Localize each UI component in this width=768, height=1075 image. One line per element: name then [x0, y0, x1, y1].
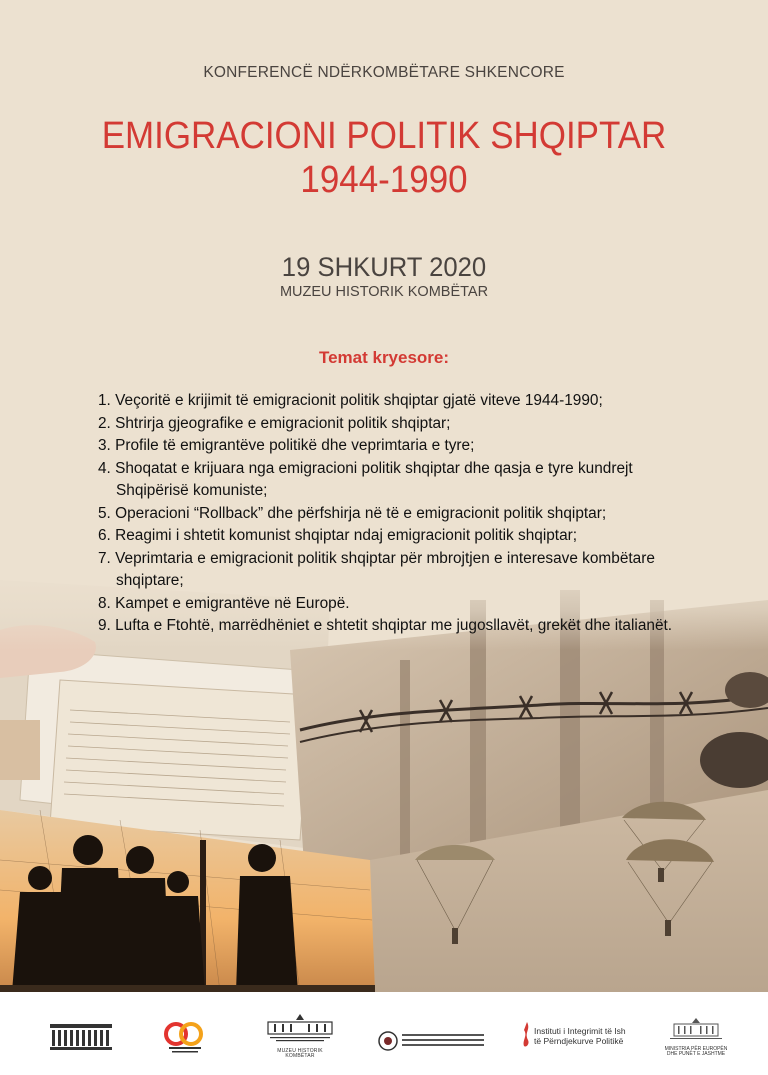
theme-item: 7. Veprimtaria e emigracionit politik shqiptar për mbrojtjen e interesave kombëtare shqiptare; — [98, 549, 655, 589]
archive-authority-logo — [48, 1022, 114, 1057]
themes-list — [98, 390, 698, 638]
poster-title-years: 1944-1990 — [300, 159, 468, 201]
ministry-name-line2: DHE PUNËT E JASHTME — [666, 1051, 726, 1057]
institute-name-line2: të Përndjekurve Politikë — [534, 1036, 624, 1046]
poster-title: EMIGRACIONI POLITIK SHQIPTAR — [101, 115, 667, 157]
flame-icon — [522, 1022, 532, 1048]
museum-logo-text: MUZEU HISTORIK KOMBËTAR — [277, 1048, 323, 1059]
museum-building-icon — [262, 1014, 338, 1044]
museum-logo — [262, 1014, 338, 1059]
theme-item: 9. Lufta e Ftohtë, marrëdhëniet e shtetit shqiptar me jugosllavët, grekët dhe italianët. — [98, 617, 673, 634]
themes-heading: Temat kryesore: — [318, 348, 450, 367]
institute-name-line1: Instituti i Integrimit të Ish — [534, 1026, 626, 1036]
institute-logo-text — [534, 1026, 626, 1046]
theme-item: 1. Veçoritë e krijimit të emigracionit politik shqiptar gjatë viteve 1944-1990; — [98, 392, 603, 409]
theme-item: 4. Shoqatat e krijuara nga emigracioni politik shqiptar dhe qasja e tyre kundrejt Shqipërisë komuniste; — [98, 459, 633, 499]
conference-subtitle: KONFERENCË NDËRKOMBËTARE SHKENCORE — [203, 64, 565, 81]
academy-rings-icon — [163, 1020, 207, 1054]
theme-item: 2. Shtrirja gjeografike e emigracionit politik shqiptar; — [98, 414, 451, 432]
seal-icon — [378, 1030, 486, 1052]
archive-building-icon — [48, 1022, 114, 1052]
ministry-logo — [664, 1018, 728, 1057]
authority-seal-logo — [378, 1030, 486, 1057]
ministry-name-line1: MINISTRIA PËR EUROPËN — [664, 1046, 728, 1052]
ministry-logo-text — [664, 1047, 728, 1057]
conference-venue: MUZEU HISTORIK KOMBËTAR — [279, 284, 489, 300]
ministry-building-icon — [664, 1018, 728, 1042]
theme-item: 5. Operacioni “Rollback” dhe përfshirja në të e emigracionit politik shqiptar; — [98, 504, 607, 522]
theme-item: 3. Profile të emigrantëve politikë dhe veprimtaria e tyre; — [98, 437, 475, 454]
academy-logo — [163, 1020, 207, 1059]
theme-item: 8. Kampet e emigrantëve në Europë. — [98, 594, 350, 612]
theme-item: 6. Reagimi i shtetit komunist shqiptar ndaj emigracionit politik shqiptar; — [98, 527, 578, 544]
conference-date: 19 SHKURT 2020 — [281, 252, 487, 282]
